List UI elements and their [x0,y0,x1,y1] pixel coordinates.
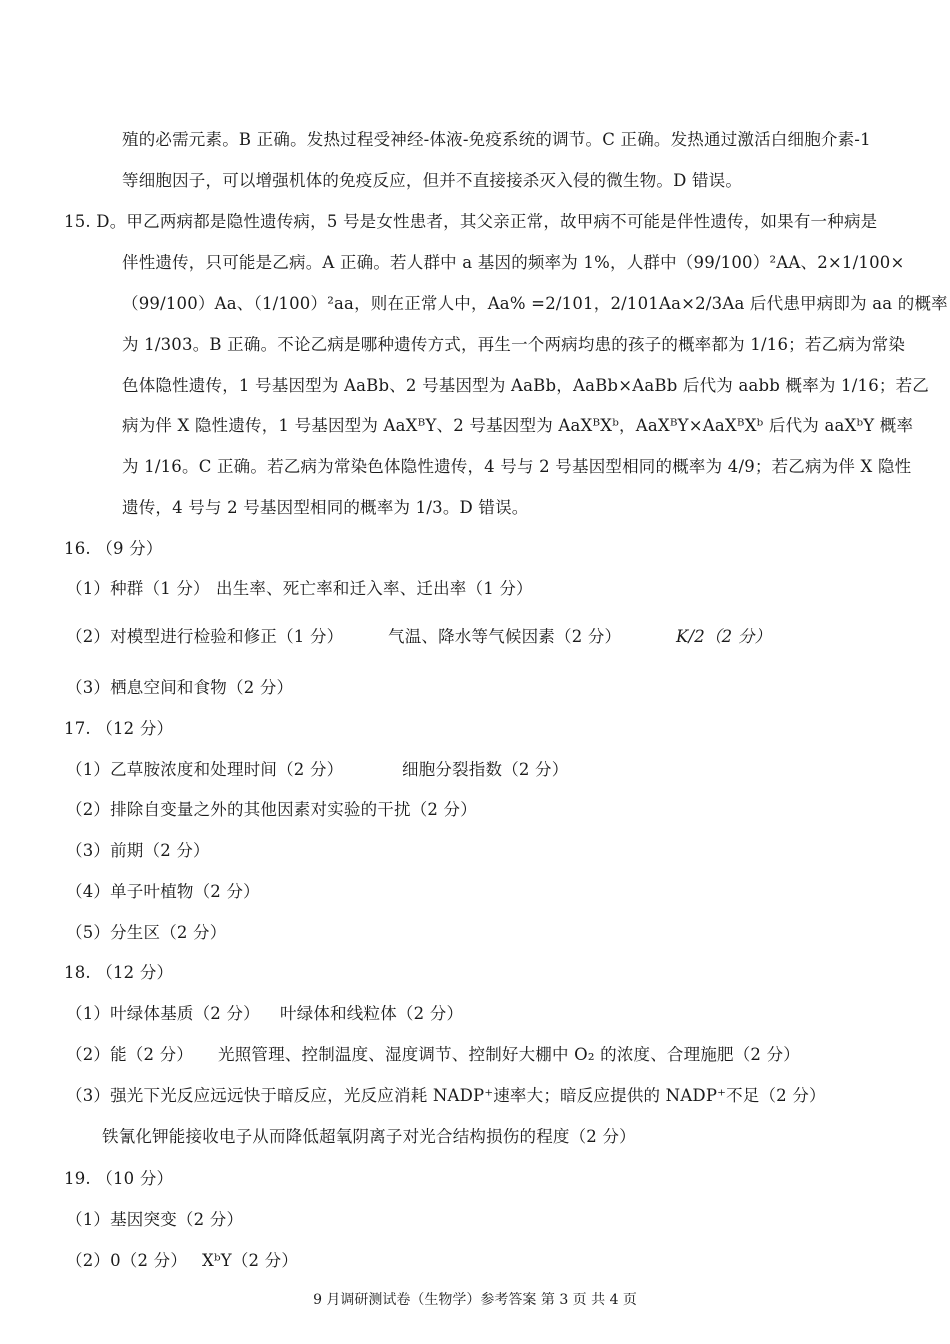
q18-answer-2 [66,1044,800,1066]
q16-answer-2b: 气温、降水等气候因素（2 分） [388,627,622,646]
q15-line-2: 伴性遗传，只可能是乙病。A 正确。若人群中 a 基因的频率为 1%，人群中（99/100）²AA、2×1/100× [122,253,905,272]
q15-line-5: 色体隐性遗传，1 号基因型为 AaBb、2 号基因型为 AaBb，AaBb×AaBb 后代为 aabb 概率为 1/16；若乙 [122,376,929,395]
q16-answer-2a: （2）对模型进行检验和修正（1 分） [66,627,344,646]
q17-answer-3: （3）前期（2 分） [66,841,210,860]
q18-answer-3b: 铁氰化钾能接收电子从而降低超氧阴离子对光合结构损伤的程度（2 分） [102,1127,636,1146]
q16-answer-2 [66,626,772,648]
q17-answer-5: （5）分生区（2 分） [66,923,227,942]
q14-line-2: 等细胞因子，可以增强机体的免疫反应，但并不直接接杀灭入侵的微生物。D 错误。 [122,171,743,190]
q18-answer-3: （3）强光下光反应远远快于暗反应，光反应消耗 NADP⁺速率大；暗反应提供的 NADP⁺不足（2 分） [66,1086,826,1105]
q19-answer-2a: （2）0（2 分） [66,1251,188,1270]
q17-answer-1 [66,759,569,781]
q15-line-4: 为 1/303。B 正确。不论乙病是哪种遗传方式，再生一个两病均患的孩子的概率都为 1/16；若乙病为常染 [122,335,906,354]
q19-answer-2 [66,1250,299,1272]
q19-answer-2b: XᵇY（2 分） [202,1251,299,1270]
q19-answer-1: （1）基因突变（2 分） [66,1210,244,1229]
q15-line-6: 病为伴 X 隐性遗传，1 号基因型为 AaXᴮY、2 号基因型为 AaXᴮXᵇ，AaXᴮY×AaXᴮXᵇ 后代为 aaXᵇY 概率 [122,416,914,435]
q14-line-1: 殖的必需元素。B 正确。发热过程受神经-体液-免疫系统的调节。C 正确。发热通过激活白细胞介素-1 [122,130,871,149]
q15-line-7: 为 1/16。C 正确。若乙病为常染色体隐性遗传，4 号与 2 号基因型相同的概率为 4/9；若乙病为伴 X 隐性 [122,457,912,476]
q17-header: 17. （12 分） [64,719,174,738]
q16-header: 16. （9 分） [64,539,163,558]
q18-header: 18. （12 分） [64,963,174,982]
q18-answer-1b: 叶绿体和线粒体（2 分） [280,1004,464,1023]
q16-answer-1a: （1）种群（1 分） [66,579,210,598]
q18-answer-2b: 光照管理、控制温度、湿度调节、控制好大棚中 O₂ 的浓度、合理施肥（2 分） [218,1045,800,1064]
q16-answer-1 [66,578,533,600]
q17-answer-2: （2）排除自变量之外的其他因素对实验的干扰（2 分） [66,800,477,819]
q16-answer-1b: 出生率、死亡率和迁入率、迁出率（1 分） [216,579,533,598]
q19-header: 19. （10 分） [64,1169,174,1188]
q18-answer-2a: （2）能（2 分） [66,1045,194,1064]
q15-line-8: 遗传，4 号与 2 号基因型相同的概率为 1/3。D 错误。 [122,498,529,517]
q18-answer-1a: （1）叶绿体基质（2 分） [66,1004,260,1023]
q15-line-3: （99/100）Aa、（1/100）²aa，则在正常人中，Aa% =2/101，2/101Aa×2/3Aa 后代患甲病即为 aa 的概率 [122,294,948,313]
q17-answer-1b: 细胞分裂指数（2 分） [402,760,569,779]
q16-answer-2c: K/2（2 分） [676,627,772,646]
q18-answer-1 [66,1003,464,1025]
q15-line-1: 15. D。甲乙两病都是隐性遗传病，5 号是女性患者，其父亲正常，故甲病不可能是伴性遗传，如果有一种病是 [64,212,878,231]
q17-answer-4: （4）单子叶植物（2 分） [66,882,260,901]
page-footer: 9 月调研测试卷（生物学）参考答案 第 3 页 共 4 页 [313,1292,637,1308]
q17-answer-1a: （1）乙草胺浓度和处理时间（2 分） [66,760,344,779]
q16-answer-3: （3）栖息空间和食物（2 分） [66,678,294,697]
